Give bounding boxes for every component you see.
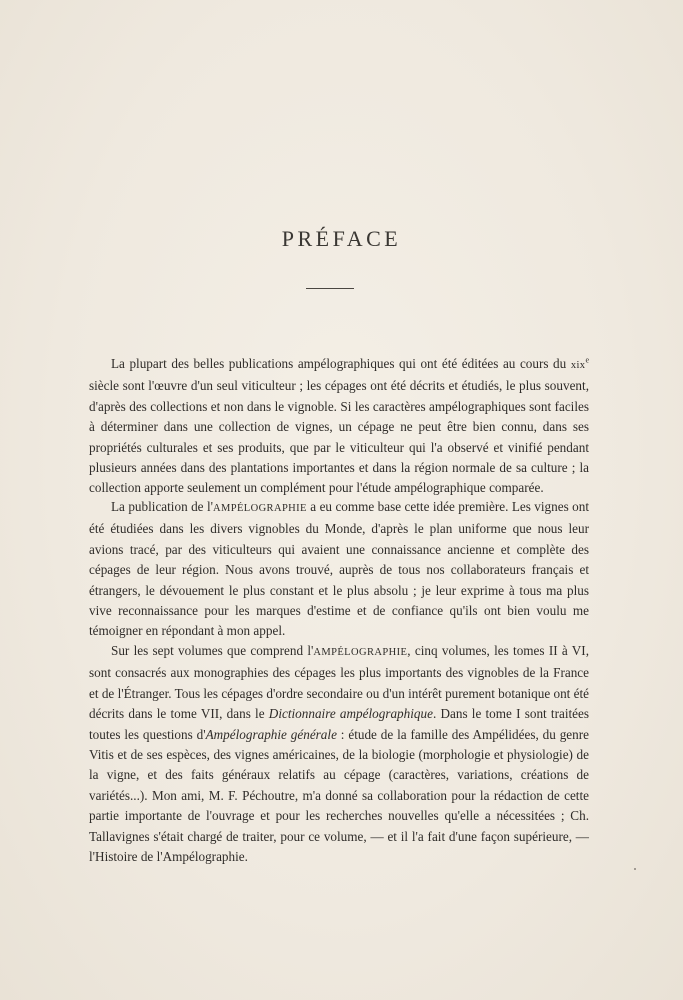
- paragraph-3-part1: Sur les sept volumes que comprend l': [111, 643, 314, 658]
- paragraph-2: [89, 497, 589, 642]
- paragraph-3-part4: : étude de la famille des Ampélidées, du genre Vitis et de ses espèces, des vignes américaines, de la biologie (morphologie et physiologie) de la vigne, et des faits généraux relatifs au cépage (caractères, variations, créations de variétés...). Mon ami, M. F. Péchoutre, m'a donné sa collaboration pour la rédaction de cette partie importante de l'ouvrage et pour les recherches nouvelles qu'elle a nécessitées ; Ch. Tallavignes s'était chargé de traiter, pour ce volume, — et il l'a fait d'une façon supérieure, — l'Histoire de l'Ampélographie.: [89, 726, 589, 865]
- paragraph-3-part2: , cinq volumes, les tomes II à VI, sont consacrés aux monographies des cépages les plus importants des vignobles de la France et de l'Étranger. Tous les cépages d'ordre secondaire ou d'un intérêt purement botanique ont été décrits dans le tome VII, dans le: [89, 643, 589, 722]
- paragraph-1-before: La plupart des belles publications ampélographiques qui ont été éditées au cours du: [111, 356, 571, 371]
- book-name-smallcaps-2: AMPÉLOGRAPHIE: [313, 647, 408, 658]
- paper-speck: [634, 868, 636, 870]
- title-divider: [306, 288, 354, 289]
- page-title: PRÉFACE: [281, 226, 402, 251]
- paragraph-3-part3: . Dans le tome I sont traitées toutes les questions d': [89, 706, 589, 742]
- paragraph-2-text: [89, 497, 589, 642]
- book-name-smallcaps: AMPÉLOGRAPHIE: [213, 503, 307, 514]
- century-superscript: e: [585, 355, 589, 365]
- paragraph-1-text: [89, 354, 589, 499]
- paragraph-3-text: [89, 641, 589, 867]
- paragraph-2-before: La publication de l': [111, 499, 213, 514]
- general-ampelography-title: Ampélographie générale: [205, 726, 337, 742]
- century-numeral: xix: [570, 360, 586, 371]
- dictionary-title: Dictionnaire ampélographique: [268, 706, 433, 722]
- paragraph-3: [89, 641, 589, 867]
- paragraph-1-after: siècle sont l'œuvre d'un seul viticulteur ; les cépages ont été décrits et étudiés, le plus souvent, d'après des collections et non dans le vignoble. Si les caractères ampélographiques sont faciles à déterminer dans une collection de vignes, un cépage ne peut être bien connu, dans ses propriétés culturales et ses produits, que par le viticulteur qui l'a observé et vinifié pendant plusieurs années dans des plantations importantes et dans la région normale de sa culture ; la collection apporte seulement un complément pour l'étude ampélographique comparée.: [89, 378, 589, 496]
- paragraph-2-after: a eu comme base cette idée première. Les vignes ont été étudiées dans les divers vignobles du Monde, d'après le plan uniforme que nous leur avions tracé, par des viticulteurs qui avaient une connaissance ancienne et complète des cépages de leur région. Nous avons trouvé, auprès de tous nos collaborateurs français et étrangers, le dévouement le plus constant et le plus absolu ; je leur exprime à tous ma plus vive reconnaissance pour les marques d'estime et de confiance qu'ils ont bien voulu me témoigner en répondant à mon appel.: [89, 499, 589, 639]
- paragraph-1: [89, 354, 589, 499]
